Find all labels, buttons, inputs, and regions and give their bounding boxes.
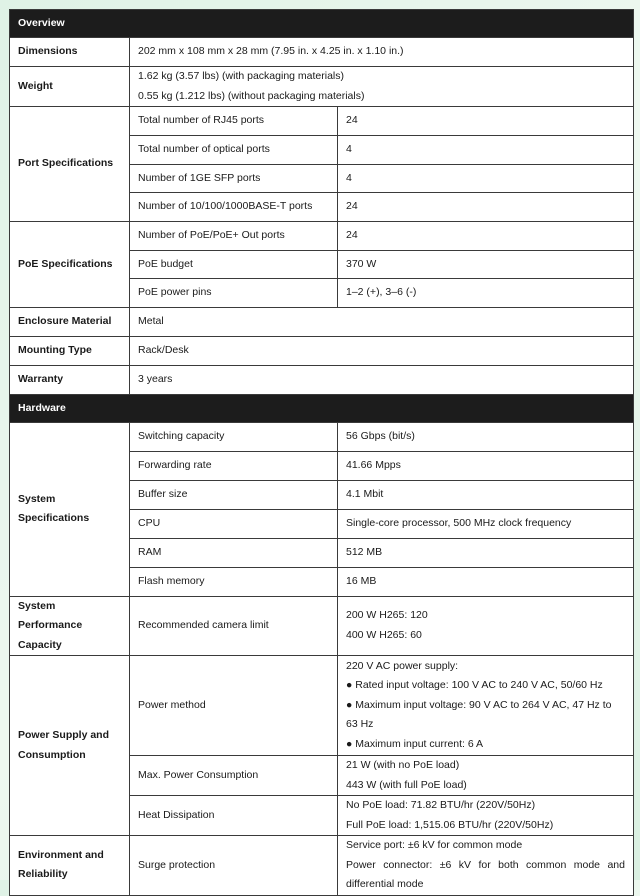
spec-table: [9, 9, 634, 896]
value-line: Power connector: ±6 kV for both common mode and differential mode: [346, 858, 625, 891]
spec-name: Number of PoE/PoE+ Out ports: [130, 221, 338, 250]
value-line: No PoE load: 71.82 BTU/hr (220V/50Hz): [346, 799, 536, 812]
label-line: System: [18, 492, 56, 505]
spec-value: 24: [338, 221, 634, 250]
table-row: [10, 836, 634, 896]
spec-name: Heat Dissipation: [130, 796, 338, 836]
value-line: 21 W (with no PoE load): [346, 759, 460, 772]
value-line: Service port: ±6 kV for common mode: [346, 839, 523, 852]
label-line: Consumption: [18, 748, 86, 761]
group-label: [10, 422, 130, 596]
spec-value: [338, 656, 634, 756]
spec-name: Power method: [130, 656, 338, 756]
value-line: ● Rated input voltage: 100 V AC to 240 V AC, 50/60 Hz: [346, 679, 603, 692]
section-title: Hardware: [10, 394, 634, 422]
spec-name: RAM: [130, 538, 338, 567]
table-row: [10, 307, 634, 336]
group-label: [10, 656, 130, 836]
group-label: [10, 596, 130, 656]
value-line: ● Maximum input voltage: 90 V AC to 264 V AC, 47 Hz to 63 Hz: [346, 698, 612, 731]
row-value: 3 years: [130, 365, 634, 394]
row-value: Metal: [130, 307, 634, 336]
spec-value: 41.66 Mpps: [338, 451, 634, 480]
spec-name: PoE power pins: [130, 279, 338, 308]
table-row: [10, 67, 634, 107]
spec-name: Number of 10/100/1000BASE-T ports: [130, 193, 338, 222]
label-line: System Performance: [18, 599, 83, 632]
value-line: Full PoE load: 1,515.06 BTU/hr (220V/50Hz): [346, 818, 554, 831]
label-line: Reliability: [18, 868, 68, 881]
table-row: [10, 38, 634, 67]
table-row: [10, 422, 634, 451]
spec-name: Switching capacity: [130, 422, 338, 451]
table-row: [10, 596, 634, 656]
table-row: [10, 365, 634, 394]
spec-value: 16 MB: [338, 567, 634, 596]
value-line: ● Maximum input current: 6 A: [346, 737, 484, 750]
table-row: [10, 221, 634, 250]
spec-value: 1–2 (+), 3–6 (-): [338, 279, 634, 308]
spec-value: [338, 756, 634, 796]
spec-value: 4.1 Mbit: [338, 480, 634, 509]
row-label: Weight: [10, 67, 130, 107]
spec-value: 56 Gbps (bit/s): [338, 422, 634, 451]
table-row: [10, 107, 634, 136]
section-header-hardware: [10, 394, 634, 422]
spec-name: Flash memory: [130, 567, 338, 596]
row-label: Enclosure Material: [10, 307, 130, 336]
value-line: 200 W H265: 120: [346, 609, 428, 622]
spec-value: 4: [338, 164, 634, 193]
group-label: PoE Specifications: [10, 221, 130, 307]
spec-name: Total number of optical ports: [130, 136, 338, 165]
spec-name: Recommended camera limit: [130, 596, 338, 656]
row-label: Warranty: [10, 365, 130, 394]
spec-sheet: [9, 9, 633, 896]
group-label: [10, 836, 130, 896]
group-label: Port Specifications: [10, 107, 130, 222]
section-title: Overview: [10, 10, 634, 38]
spec-value: 24: [338, 193, 634, 222]
row-label: Dimensions: [10, 38, 130, 67]
label-line: Capacity: [18, 638, 62, 651]
spec-name: Number of 1GE SFP ports: [130, 164, 338, 193]
label-line: Power Supply and: [18, 729, 110, 742]
section-header-overview: [10, 10, 634, 38]
spec-name: Buffer size: [130, 480, 338, 509]
row-value: [130, 67, 634, 107]
spec-name: Surge protection: [130, 836, 338, 896]
value-line: 443 W (with full PoE load): [346, 778, 467, 791]
value-line: 0.55 kg (1.212 lbs) (without packaging materials): [138, 89, 365, 102]
spec-name: PoE budget: [130, 250, 338, 279]
spec-name: Total number of RJ45 ports: [130, 107, 338, 136]
spec-name: CPU: [130, 509, 338, 538]
value-line: 220 V AC power supply:: [346, 659, 459, 672]
spec-value: Single-core processor, 500 MHz clock frequency: [338, 509, 634, 538]
value-line: 1.62 kg (3.57 lbs) (with packaging materials): [138, 70, 345, 82]
row-value: 202 mm x 108 mm x 28 mm (7.95 in. x 4.25 in. x 1.10 in.): [130, 38, 634, 67]
row-label: Mounting Type: [10, 336, 130, 365]
value-line: 400 W H265: 60: [346, 628, 422, 641]
spec-value: 24: [338, 107, 634, 136]
table-row: [10, 656, 634, 756]
label-line: Specifications: [18, 512, 90, 525]
table-row: [10, 336, 634, 365]
spec-value: [338, 596, 634, 656]
spec-name: Max. Power Consumption: [130, 756, 338, 796]
spec-value: [338, 796, 634, 836]
spec-value: [338, 836, 634, 896]
spec-value: 370 W: [338, 250, 634, 279]
spec-value: 4: [338, 136, 634, 165]
row-value: Rack/Desk: [130, 336, 634, 365]
spec-name: Forwarding rate: [130, 451, 338, 480]
spec-value: 512 MB: [338, 538, 634, 567]
label-line: Environment and: [18, 848, 104, 861]
